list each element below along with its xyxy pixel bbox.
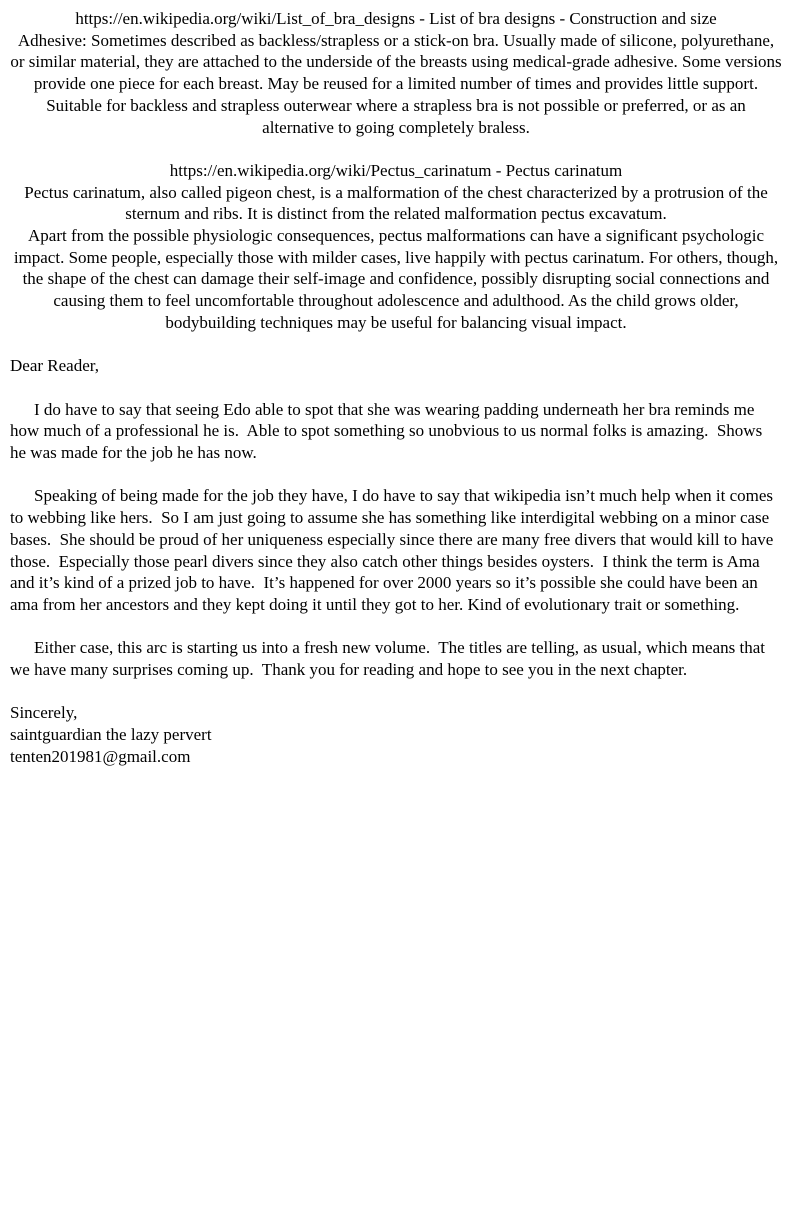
reference-block-pectus-carinatum bbox=[10, 160, 782, 334]
letter-paragraph-webbing: Speaking of being made for the job they have, I do have to say that wikipedia isn’t much help when it comes to webbing like hers. So I am just going to assume she has something like interdigital webbing on a minor case bases. She should be proud of her uniqueness especially since there are many free divers that would kill to have those. Especially those pearl divers since they also catch other things besides oysters. I think the term is Ama and it’s kind of a prized job to have. It’s happened for over 2000 years so it’s possible she could have been an ama from her ancestors and they kept doing it until they got to her. Kind of evolutionary trait or something. bbox=[10, 486, 774, 614]
letter-salutation: Dear Reader, bbox=[10, 356, 99, 376]
letter-paragraph-new-volume: Either case, this arc is starting us into a fresh new volume. The titles are telling, as usual, which means that we have many surprises coming up. Thank you for reading and hope to see you in the next chapter. bbox=[10, 638, 765, 680]
letter-closing: Sincerely, bbox=[10, 703, 78, 723]
reference-heading-pectus-carinatum: https://en.wikipedia.org/wiki/Pectus_carinatum - Pectus carinatum bbox=[169, 160, 623, 180]
reference-paragraph-pectus-definition: Pectus carinatum, also called pigeon chest, is a malformation of the chest characterized by a protrusion of the sternum and ribs. It is distinct from the related malformation pectus excavatum. bbox=[24, 182, 768, 224]
signature-email: tenten201981@gmail.com bbox=[10, 746, 191, 766]
reference-heading-bra-designs: https://en.wikipedia.org/wiki/List_of_bra_designs - List of bra designs - Construction and size bbox=[75, 9, 717, 28]
reference-block-bra-designs bbox=[10, 8, 782, 138]
letter-paragraph-edo: I do have to say that seeing Edo able to spot that she was wearing padding underneath her bra reminds me how much of a professional he is. Able to spot something so unobvious to us normal folks is amazing. Shows he was made for the job he has now. bbox=[10, 399, 763, 463]
reference-paragraph-pectus-impact: Apart from the possible physiologic consequences, pectus malformations can have a significant psychologic impact. Some people, especially those with milder cases, live happily with pectus carinatum. For others, though, the shape of the chest can damage their self-image and confidence, possibly disrupting social connections and causing them to feel uncomfortable throughout adolescence and adulthood. As the child grows older, bodybuilding techniques may be useful for balancing visual impact. bbox=[13, 226, 779, 332]
reference-paragraph-adhesive: Adhesive: Sometimes described as backless/strapless or a stick-on bra. Usually made of silicone, polyurethane, or similar material, they are attached to the underside of the breasts using medical-grade adhesive. Some versions provide one piece for each breast. May be reused for a limited number of times and provides little support. Suitable for backless and strapless outerwear where a strapless bra is not possible or preferred, or as an alternative to going completely braless. bbox=[10, 30, 782, 137]
signature-name: saintguardian the lazy pervert bbox=[10, 725, 212, 745]
